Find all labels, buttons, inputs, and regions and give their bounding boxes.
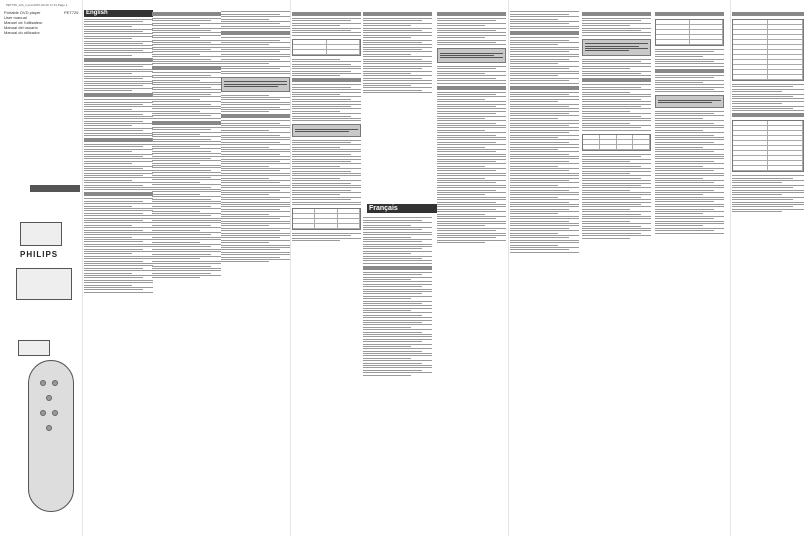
french-heading: Français — [367, 204, 437, 213]
player-illustration — [20, 222, 62, 246]
english-column-2 — [152, 10, 221, 520]
cover-title-2: User manual — [4, 15, 27, 20]
remote-button-icon — [52, 410, 58, 416]
cover-title-1: Portable DVD player — [4, 10, 41, 15]
model-number: PET725 — [64, 10, 79, 15]
register-box — [30, 185, 80, 192]
fold-line — [82, 0, 83, 536]
player-side-illustration — [18, 340, 50, 356]
player-open-illustration — [16, 268, 72, 300]
troubleshooting-column — [732, 10, 804, 520]
remote-button-icon — [52, 380, 58, 386]
english-column-3 — [221, 10, 290, 520]
remote-button-icon — [40, 380, 46, 386]
remote-button-icon — [46, 425, 52, 431]
cover-title-4: Manual del usuario — [4, 25, 38, 30]
remote-button-icon — [40, 410, 46, 416]
file-header: PET725_12b_1.qxd 2007-03-20 17:21 Page 1 — [6, 3, 68, 7]
cover-title-3: Manuel de l'utilisateur — [4, 20, 43, 25]
english-heading: English — [84, 10, 153, 17]
english-column-4 — [292, 10, 361, 520]
english-column-1 — [84, 10, 153, 520]
french-column-5 — [655, 10, 724, 520]
remote-illustration — [28, 360, 74, 512]
philips-logo: PHILIPS — [20, 250, 59, 259]
french-column-1 — [363, 216, 432, 516]
cover-title-5: Manual do utilizador — [4, 30, 40, 35]
french-column-3 — [510, 10, 579, 520]
remote-button-icon — [46, 395, 52, 401]
french-column-4 — [582, 10, 651, 520]
fold-line — [290, 0, 291, 536]
fold-line — [730, 0, 731, 536]
fold-line — [508, 0, 509, 536]
french-column-2 — [437, 10, 506, 520]
